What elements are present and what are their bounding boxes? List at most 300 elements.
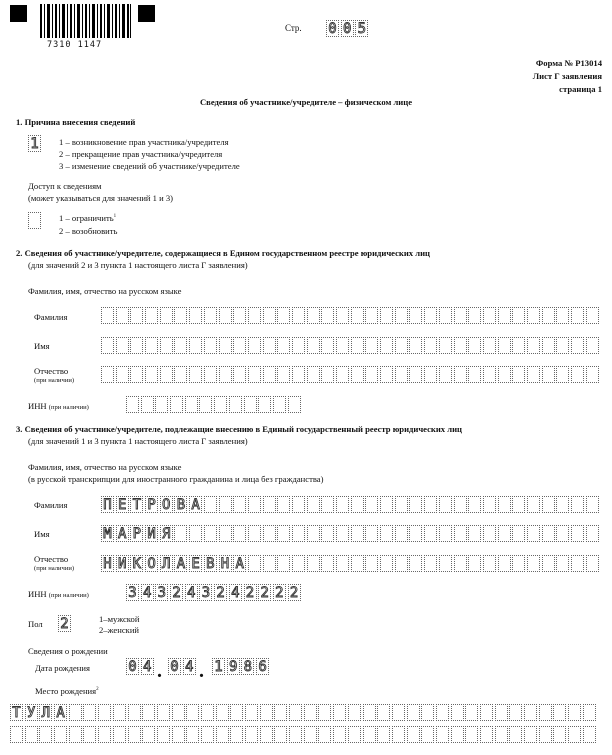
char-cell[interactable]: [395, 366, 408, 383]
char-cell[interactable]: [318, 704, 331, 721]
char-cell[interactable]: [230, 726, 243, 743]
char-cell[interactable]: [174, 525, 187, 542]
char-cell[interactable]: [380, 307, 393, 324]
char-cell[interactable]: [365, 496, 378, 513]
char-cell[interactable]: [219, 496, 232, 513]
char-cell[interactable]: [25, 726, 38, 743]
gender-value[interactable]: 2: [58, 615, 71, 632]
char-cell[interactable]: П: [101, 496, 114, 513]
char-cell[interactable]: [321, 307, 334, 324]
char-cell[interactable]: [292, 307, 305, 324]
char-cell[interactable]: [263, 307, 276, 324]
char-cell[interactable]: 4: [141, 584, 154, 601]
char-cell[interactable]: 3: [155, 584, 168, 601]
char-cell[interactable]: [189, 307, 202, 324]
char-cell[interactable]: [421, 704, 434, 721]
char-cell[interactable]: [248, 307, 261, 324]
char-cell[interactable]: [145, 366, 158, 383]
char-cell[interactable]: [527, 337, 540, 354]
char-cell[interactable]: [568, 704, 581, 721]
char-cell[interactable]: [498, 525, 511, 542]
char-cell[interactable]: [174, 337, 187, 354]
char-cell[interactable]: [321, 525, 334, 542]
char-cell[interactable]: [527, 366, 540, 383]
char-cell[interactable]: [307, 525, 320, 542]
char-cell[interactable]: [409, 307, 422, 324]
char-cell[interactable]: [289, 704, 302, 721]
char-cell[interactable]: [436, 704, 449, 721]
char-cell[interactable]: [439, 496, 452, 513]
char-cell[interactable]: [292, 525, 305, 542]
char-cell[interactable]: [571, 496, 584, 513]
char-cell[interactable]: [321, 337, 334, 354]
char-cell[interactable]: [586, 366, 599, 383]
char-cell[interactable]: [174, 307, 187, 324]
char-cell[interactable]: 3: [199, 584, 212, 601]
char-cell[interactable]: [258, 396, 271, 413]
char-cell[interactable]: Р: [145, 496, 158, 513]
char-cell[interactable]: И: [145, 525, 158, 542]
char-cell[interactable]: [263, 525, 276, 542]
char-cell[interactable]: [39, 726, 52, 743]
char-cell[interactable]: [101, 366, 114, 383]
char-cell[interactable]: [509, 704, 522, 721]
char-cell[interactable]: [556, 366, 569, 383]
char-cell[interactable]: [377, 704, 390, 721]
char-cell[interactable]: И: [116, 555, 129, 572]
char-cell[interactable]: [157, 704, 170, 721]
char-cell[interactable]: [586, 337, 599, 354]
char-cell[interactable]: [98, 704, 111, 721]
char-cell[interactable]: [395, 337, 408, 354]
char-cell[interactable]: [568, 726, 581, 743]
char-cell[interactable]: [172, 726, 185, 743]
char-cell[interactable]: [260, 726, 273, 743]
char-cell[interactable]: [233, 525, 246, 542]
char-cell[interactable]: [465, 704, 478, 721]
char-cell[interactable]: [289, 726, 302, 743]
char-cell[interactable]: [219, 366, 232, 383]
char-cell[interactable]: [439, 307, 452, 324]
char-cell[interactable]: [245, 726, 258, 743]
char-cell[interactable]: К: [130, 555, 143, 572]
char-cell[interactable]: [186, 726, 199, 743]
char-cell[interactable]: [586, 525, 599, 542]
char-cell[interactable]: [351, 337, 364, 354]
char-cell[interactable]: [201, 704, 214, 721]
char-cell[interactable]: [365, 555, 378, 572]
char-cell[interactable]: В: [174, 496, 187, 513]
char-cell[interactable]: [230, 704, 243, 721]
char-cell[interactable]: [351, 555, 364, 572]
char-cell[interactable]: [454, 337, 467, 354]
char-cell[interactable]: [348, 704, 361, 721]
char-cell[interactable]: [336, 366, 349, 383]
char-cell[interactable]: [204, 525, 217, 542]
char-cell[interactable]: [483, 307, 496, 324]
char-cell[interactable]: [145, 307, 158, 324]
char-cell[interactable]: [155, 396, 168, 413]
char-cell[interactable]: [321, 555, 334, 572]
char-cell[interactable]: [454, 555, 467, 572]
char-cell[interactable]: [273, 396, 286, 413]
char-cell[interactable]: [424, 337, 437, 354]
char-cell[interactable]: А: [189, 496, 202, 513]
char-cell[interactable]: [556, 525, 569, 542]
char-cell[interactable]: Т: [130, 496, 143, 513]
char-cell[interactable]: [498, 555, 511, 572]
char-cell[interactable]: [98, 726, 111, 743]
char-cell[interactable]: [201, 726, 214, 743]
char-cell[interactable]: [128, 726, 141, 743]
char-cell[interactable]: [333, 704, 346, 721]
char-cell[interactable]: М: [101, 525, 114, 542]
char-cell[interactable]: 0: [168, 658, 181, 675]
char-cell[interactable]: [539, 704, 552, 721]
char-cell[interactable]: [483, 337, 496, 354]
char-cell[interactable]: [586, 307, 599, 324]
char-cell[interactable]: Е: [116, 496, 129, 513]
char-cell[interactable]: [498, 366, 511, 383]
char-cell[interactable]: [395, 307, 408, 324]
char-cell[interactable]: [556, 337, 569, 354]
char-cell[interactable]: [292, 496, 305, 513]
char-cell[interactable]: [277, 366, 290, 383]
char-cell[interactable]: [189, 337, 202, 354]
char-cell[interactable]: [160, 366, 173, 383]
char-cell[interactable]: 0: [126, 658, 139, 675]
char-cell[interactable]: [185, 396, 198, 413]
char-cell[interactable]: О: [160, 496, 173, 513]
char-cell[interactable]: [363, 704, 376, 721]
char-cell[interactable]: [304, 726, 317, 743]
char-cell[interactable]: [380, 525, 393, 542]
char-cell[interactable]: [307, 496, 320, 513]
char-cell[interactable]: [421, 726, 434, 743]
char-cell[interactable]: [571, 337, 584, 354]
char-cell[interactable]: [128, 704, 141, 721]
char-cell[interactable]: [336, 307, 349, 324]
char-cell[interactable]: [333, 726, 346, 743]
char-cell[interactable]: [214, 396, 227, 413]
char-cell[interactable]: [583, 704, 596, 721]
char-cell[interactable]: [307, 307, 320, 324]
char-cell[interactable]: [174, 366, 187, 383]
char-cell[interactable]: [292, 337, 305, 354]
char-cell[interactable]: [160, 337, 173, 354]
char-cell[interactable]: [483, 525, 496, 542]
char-cell[interactable]: А: [116, 525, 129, 542]
char-cell[interactable]: [512, 496, 525, 513]
char-cell[interactable]: [542, 555, 555, 572]
char-cell[interactable]: [263, 366, 276, 383]
char-cell[interactable]: 9: [227, 658, 240, 675]
char-cell[interactable]: [245, 704, 258, 721]
char-cell[interactable]: [219, 307, 232, 324]
char-cell[interactable]: [583, 726, 596, 743]
char-cell[interactable]: [233, 337, 246, 354]
char-cell[interactable]: [571, 525, 584, 542]
char-cell[interactable]: [248, 366, 261, 383]
char-cell[interactable]: [498, 337, 511, 354]
char-cell[interactable]: [204, 307, 217, 324]
char-cell[interactable]: В: [204, 555, 217, 572]
char-cell[interactable]: [512, 525, 525, 542]
char-cell[interactable]: Е: [189, 555, 202, 572]
char-cell[interactable]: [451, 726, 464, 743]
char-cell[interactable]: [216, 726, 229, 743]
char-cell[interactable]: 2: [273, 584, 286, 601]
char-cell[interactable]: [277, 337, 290, 354]
char-cell[interactable]: [395, 555, 408, 572]
char-cell[interactable]: [454, 525, 467, 542]
char-cell[interactable]: [483, 496, 496, 513]
char-cell[interactable]: [113, 726, 126, 743]
char-cell[interactable]: [172, 704, 185, 721]
char-cell[interactable]: [586, 555, 599, 572]
access-value[interactable]: [28, 212, 41, 229]
char-cell[interactable]: [483, 555, 496, 572]
char-cell[interactable]: [380, 496, 393, 513]
char-cell[interactable]: [409, 337, 422, 354]
char-cell[interactable]: [465, 726, 478, 743]
char-cell[interactable]: [424, 366, 437, 383]
char-cell[interactable]: [524, 704, 537, 721]
char-cell[interactable]: [69, 704, 82, 721]
char-cell[interactable]: [439, 555, 452, 572]
char-cell[interactable]: [409, 525, 422, 542]
char-cell[interactable]: [480, 726, 493, 743]
char-cell[interactable]: О: [145, 555, 158, 572]
char-cell[interactable]: [229, 396, 242, 413]
char-cell[interactable]: [204, 337, 217, 354]
char-cell[interactable]: [365, 525, 378, 542]
char-cell[interactable]: [553, 704, 566, 721]
char-cell[interactable]: [556, 555, 569, 572]
char-cell[interactable]: [365, 366, 378, 383]
char-cell[interactable]: [424, 525, 437, 542]
char-cell[interactable]: [407, 726, 420, 743]
char-cell[interactable]: [248, 337, 261, 354]
char-cell[interactable]: [116, 366, 129, 383]
reason-value[interactable]: 1: [28, 135, 41, 152]
char-cell[interactable]: [10, 726, 23, 743]
char-cell[interactable]: [318, 726, 331, 743]
char-cell[interactable]: [113, 704, 126, 721]
char-cell[interactable]: [307, 366, 320, 383]
char-cell[interactable]: [199, 396, 212, 413]
char-cell[interactable]: [219, 337, 232, 354]
char-cell[interactable]: [377, 726, 390, 743]
char-cell[interactable]: [83, 726, 96, 743]
char-cell[interactable]: [336, 496, 349, 513]
char-cell[interactable]: [468, 525, 481, 542]
char-cell[interactable]: 2: [258, 584, 271, 601]
char-cell[interactable]: [277, 496, 290, 513]
char-cell[interactable]: [424, 555, 437, 572]
char-cell[interactable]: [263, 337, 276, 354]
char-cell[interactable]: 1: [212, 658, 225, 675]
char-cell[interactable]: [101, 337, 114, 354]
char-cell[interactable]: [126, 396, 139, 413]
char-cell[interactable]: [101, 307, 114, 324]
char-cell[interactable]: 2: [288, 584, 301, 601]
page-digit[interactable]: 0: [341, 20, 354, 37]
char-cell[interactable]: [392, 726, 405, 743]
char-cell[interactable]: [288, 396, 301, 413]
char-cell[interactable]: [142, 726, 155, 743]
char-cell[interactable]: [468, 307, 481, 324]
char-cell[interactable]: 8: [241, 658, 254, 675]
char-cell[interactable]: 4: [183, 658, 196, 675]
char-cell[interactable]: [436, 726, 449, 743]
char-cell[interactable]: [248, 555, 261, 572]
page-digit[interactable]: 5: [355, 20, 368, 37]
char-cell[interactable]: [480, 704, 493, 721]
char-cell[interactable]: А: [174, 555, 187, 572]
char-cell[interactable]: [395, 525, 408, 542]
char-cell[interactable]: [571, 366, 584, 383]
char-cell[interactable]: [216, 704, 229, 721]
char-cell[interactable]: [539, 726, 552, 743]
char-cell[interactable]: 2: [244, 584, 257, 601]
char-cell[interactable]: [351, 366, 364, 383]
char-cell[interactable]: [365, 307, 378, 324]
char-cell[interactable]: [142, 704, 155, 721]
char-cell[interactable]: [145, 337, 158, 354]
char-cell[interactable]: [556, 496, 569, 513]
char-cell[interactable]: [380, 555, 393, 572]
char-cell[interactable]: [509, 726, 522, 743]
char-cell[interactable]: [454, 307, 467, 324]
char-cell[interactable]: [141, 396, 154, 413]
char-cell[interactable]: [248, 525, 261, 542]
char-cell[interactable]: [277, 525, 290, 542]
char-cell[interactable]: [348, 726, 361, 743]
char-cell[interactable]: [321, 366, 334, 383]
char-cell[interactable]: [527, 307, 540, 324]
char-cell[interactable]: [116, 307, 129, 324]
char-cell[interactable]: [160, 307, 173, 324]
char-cell[interactable]: [409, 366, 422, 383]
char-cell[interactable]: [233, 307, 246, 324]
char-cell[interactable]: [321, 496, 334, 513]
char-cell[interactable]: [542, 307, 555, 324]
char-cell[interactable]: [395, 496, 408, 513]
char-cell[interactable]: [83, 704, 96, 721]
char-cell[interactable]: [454, 496, 467, 513]
char-cell[interactable]: [204, 366, 217, 383]
char-cell[interactable]: [498, 496, 511, 513]
char-cell[interactable]: Л: [160, 555, 173, 572]
char-cell[interactable]: [392, 704, 405, 721]
char-cell[interactable]: Н: [219, 555, 232, 572]
char-cell[interactable]: [527, 525, 540, 542]
char-cell[interactable]: [336, 525, 349, 542]
char-cell[interactable]: [189, 525, 202, 542]
char-cell[interactable]: [186, 704, 199, 721]
char-cell[interactable]: [571, 307, 584, 324]
char-cell[interactable]: [292, 366, 305, 383]
char-cell[interactable]: [542, 337, 555, 354]
char-cell[interactable]: [451, 704, 464, 721]
char-cell[interactable]: [263, 555, 276, 572]
char-cell[interactable]: [157, 726, 170, 743]
char-cell[interactable]: [556, 307, 569, 324]
char-cell[interactable]: Я: [160, 525, 173, 542]
char-cell[interactable]: А: [233, 555, 246, 572]
char-cell[interactable]: [244, 396, 257, 413]
char-cell[interactable]: 4: [141, 658, 154, 675]
char-cell[interactable]: [512, 555, 525, 572]
char-cell[interactable]: [542, 366, 555, 383]
char-cell[interactable]: [274, 704, 287, 721]
char-cell[interactable]: [304, 704, 317, 721]
char-cell[interactable]: [380, 337, 393, 354]
char-cell[interactable]: А: [54, 704, 67, 721]
char-cell[interactable]: [189, 366, 202, 383]
char-cell[interactable]: [292, 555, 305, 572]
char-cell[interactable]: [130, 307, 143, 324]
char-cell[interactable]: [263, 496, 276, 513]
char-cell[interactable]: [571, 555, 584, 572]
char-cell[interactable]: 4: [185, 584, 198, 601]
char-cell[interactable]: [468, 555, 481, 572]
char-cell[interactable]: [542, 525, 555, 542]
char-cell[interactable]: [277, 307, 290, 324]
char-cell[interactable]: [351, 525, 364, 542]
char-cell[interactable]: Т: [10, 704, 23, 721]
char-cell[interactable]: 2: [214, 584, 227, 601]
char-cell[interactable]: [468, 496, 481, 513]
char-cell[interactable]: [527, 555, 540, 572]
char-cell[interactable]: [483, 366, 496, 383]
char-cell[interactable]: [407, 704, 420, 721]
char-cell[interactable]: [274, 726, 287, 743]
char-cell[interactable]: [307, 337, 320, 354]
char-cell[interactable]: Л: [39, 704, 52, 721]
char-cell[interactable]: У: [25, 704, 38, 721]
char-cell[interactable]: [527, 496, 540, 513]
char-cell[interactable]: [130, 337, 143, 354]
char-cell[interactable]: [233, 496, 246, 513]
char-cell[interactable]: [424, 496, 437, 513]
char-cell[interactable]: [439, 366, 452, 383]
page-digit[interactable]: 0: [326, 20, 339, 37]
char-cell[interactable]: [439, 525, 452, 542]
char-cell[interactable]: 3: [126, 584, 139, 601]
char-cell[interactable]: 4: [229, 584, 242, 601]
char-cell[interactable]: Н: [101, 555, 114, 572]
char-cell[interactable]: [512, 337, 525, 354]
char-cell[interactable]: [409, 555, 422, 572]
char-cell[interactable]: [454, 366, 467, 383]
char-cell[interactable]: 2: [170, 584, 183, 601]
char-cell[interactable]: [336, 337, 349, 354]
char-cell[interactable]: [409, 496, 422, 513]
char-cell[interactable]: [351, 307, 364, 324]
char-cell[interactable]: [351, 496, 364, 513]
char-cell[interactable]: [260, 704, 273, 721]
char-cell[interactable]: [512, 366, 525, 383]
char-cell[interactable]: [553, 726, 566, 743]
char-cell[interactable]: 6: [256, 658, 269, 675]
char-cell[interactable]: [233, 366, 246, 383]
char-cell[interactable]: [248, 496, 261, 513]
char-cell[interactable]: [439, 337, 452, 354]
char-cell[interactable]: [498, 307, 511, 324]
char-cell[interactable]: [170, 396, 183, 413]
